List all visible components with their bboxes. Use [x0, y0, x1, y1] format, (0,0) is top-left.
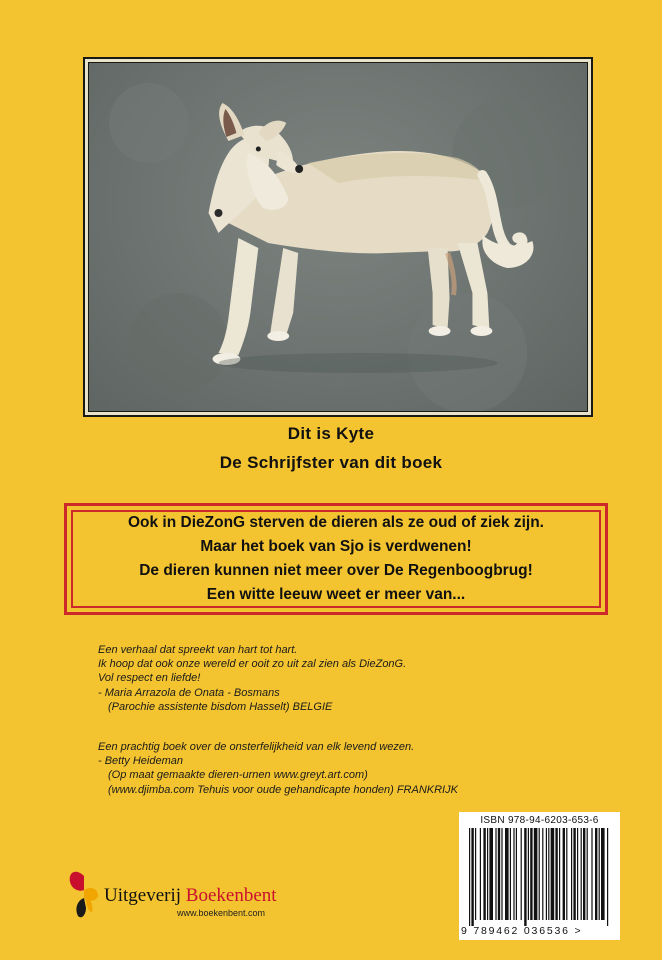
publisher-url: www.boekenbent.com	[177, 908, 266, 918]
barcode-bar	[489, 828, 493, 920]
barcode-bar	[577, 828, 578, 920]
barcode-bar	[581, 828, 582, 920]
barcode-bar	[516, 828, 517, 920]
barcode-bar	[534, 828, 538, 920]
quote-author: - Betty Heideman	[98, 755, 183, 768]
barcode-bar	[483, 828, 485, 920]
promo-box	[64, 503, 608, 615]
promo-box-inner	[71, 510, 601, 608]
barcode-bar	[475, 828, 476, 920]
barcode-bar	[480, 828, 481, 920]
quote-author: - Maria Arrazola de Onata - Bosmans	[98, 686, 280, 699]
publisher-name-part2: Boekenbent	[185, 885, 277, 906]
barcode-bar	[505, 828, 509, 920]
promo-line: De dieren kunnen niet meer over De Regenboogbrug!	[139, 562, 533, 579]
barcode-bar	[495, 828, 496, 920]
quote-affiliation: (Op maat gemaakte dieren-urnen www.greyt.art.com)	[108, 769, 368, 782]
quote-affiliation: (Parochie assistente bisdom Hasselt) BELGIE	[108, 700, 333, 713]
promo-line: Een witte leeuw weet er meer van...	[206, 586, 466, 603]
quote-line: Vol respect en liefde!	[98, 672, 201, 685]
barcode-bar	[528, 828, 529, 920]
publisher-logo	[66, 868, 326, 928]
barcode-bars	[469, 828, 611, 926]
barcode-bar	[539, 828, 540, 920]
barcode-bar	[573, 828, 575, 920]
caption-line-1: Dit is Kyte	[287, 424, 375, 443]
quote-line: Een prachtig boek over de onsterfelijkheid van elk levend wezen.	[98, 741, 415, 753]
barcode-bar	[601, 828, 605, 920]
promo-line: Ook in DieZonG sterven de dieren als ze oud of ziek zijn.	[127, 514, 544, 531]
barcode-bar	[471, 828, 473, 926]
publisher-name-part1: Uitgeverij	[104, 885, 182, 906]
barcode-bar	[595, 828, 597, 920]
barcode-bar	[469, 828, 470, 926]
butterfly-logo-icon	[66, 868, 102, 924]
barcode-bar	[559, 828, 560, 920]
cover-photo-frame	[83, 57, 593, 417]
barcode-bar	[607, 828, 608, 926]
barcode-digits: 9 789462 036536 >	[461, 925, 583, 937]
barcode-bar	[583, 828, 585, 920]
barcode-bar	[587, 828, 588, 920]
barcode-bar	[566, 828, 567, 920]
barcode-bar	[513, 828, 514, 920]
barcode-bar	[546, 828, 547, 920]
barcode-bar	[530, 828, 532, 920]
caption-line-2: De Schrijfster van dit boek	[219, 453, 443, 472]
review-quote-1	[98, 643, 406, 714]
barcode-box	[459, 812, 620, 940]
barcode-bar	[498, 828, 500, 920]
quote-line: Ik hoop dat ook onze wereld er ooit zo uit zal zien als DieZonG.	[98, 658, 407, 671]
barcode-bar	[521, 828, 522, 920]
quote-affiliation: (www.djimba.com Tehuis voor oude gehandicapte honden) FRANKRIJK	[108, 783, 458, 796]
isbn-label: ISBN 978-94-6203-653-6	[480, 815, 599, 826]
barcode-bar	[551, 828, 555, 920]
publisher-name	[104, 885, 277, 907]
barcode-bar	[501, 828, 502, 920]
quote-line: Een verhaal dat spreekt van hart tot hart.	[98, 644, 298, 656]
barcode-bar	[487, 828, 488, 920]
barcode-bar	[591, 828, 592, 920]
barcode-bar	[599, 828, 600, 920]
barcode-bar	[542, 828, 543, 920]
barcode-bar	[510, 828, 511, 920]
barcode-bar	[563, 828, 565, 920]
barcode-bar	[548, 828, 549, 920]
review-quote-2	[98, 740, 458, 797]
barcode-bar	[555, 828, 557, 920]
dog-photo	[88, 62, 588, 412]
promo-line: Maar het boek van Sjo is verdwenen!	[200, 538, 472, 555]
barcode-bar	[524, 828, 526, 926]
barcode-bar	[571, 828, 572, 920]
